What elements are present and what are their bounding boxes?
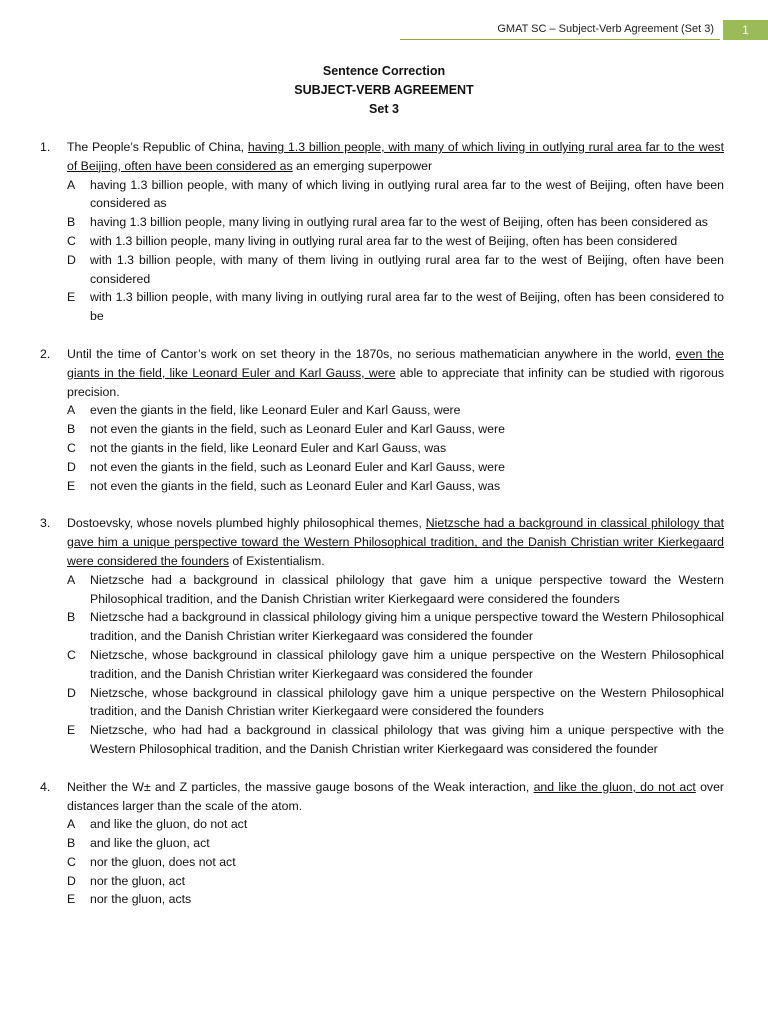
question-text-post: over distances larger than the scale of the atom. xyxy=(67,779,724,813)
option-text: having 1.3 billion people, many living in outlying rural area far to the west of Beijing, often has been considered as xyxy=(90,215,708,230)
option-letter: B xyxy=(67,422,76,437)
option-text: nor the gluon, act xyxy=(90,873,186,888)
option-text: and like the gluon, act xyxy=(90,836,210,851)
question-text xyxy=(67,345,724,401)
document-title xyxy=(0,62,768,119)
answer-option xyxy=(40,288,724,326)
option-text: not even the giants in the field, such as Leonard Euler and Karl Gauss, were xyxy=(90,459,505,474)
answer-option xyxy=(40,815,724,834)
question-number: 4. xyxy=(40,779,51,794)
question-stem xyxy=(40,138,724,176)
answer-option xyxy=(40,890,724,909)
answer-option xyxy=(40,232,724,251)
question-text xyxy=(67,778,724,816)
question-stem xyxy=(40,345,724,401)
answer-option xyxy=(40,401,724,420)
option-text: not the giants in the field, like Leonard Euler and Karl Gauss, was xyxy=(90,440,447,455)
option-text: and like the gluon, do not act xyxy=(90,817,248,832)
answer-option xyxy=(40,608,724,646)
option-text: Nietzsche had a background in classical philology giving him a unique perspective toward the Western Philosophical tradition, and the Danish Christian writer Kierkegaard was considered the founder xyxy=(90,610,724,644)
answer-option xyxy=(40,684,724,722)
question-item xyxy=(40,138,724,326)
answer-option xyxy=(40,872,724,891)
question-text-pre: Dostoevsky, whose novels plumbed highly philosophical themes, xyxy=(67,516,426,531)
option-letter: C xyxy=(67,233,76,248)
question-text xyxy=(67,138,724,176)
question-list xyxy=(40,138,724,909)
option-text: even the giants in the field, like Leonard Euler and Karl Gauss, were xyxy=(90,403,461,418)
title-line-1: Sentence Correction xyxy=(322,64,446,78)
option-letter: A xyxy=(67,177,76,192)
option-text: having 1.3 billion people, with many of which living in outlying rural area far to the west of Beijing, often have been considered as xyxy=(90,177,724,211)
answer-option xyxy=(40,834,724,853)
question-text xyxy=(67,514,724,570)
answer-option xyxy=(40,571,724,609)
option-letter: A xyxy=(67,403,76,418)
question-text-post: of Existentialism. xyxy=(229,553,325,568)
question-text-post: able to appreciate that infinity can be studied with rigorous precision. xyxy=(67,365,724,399)
question-text-pre: Until the time of Cantor’s work on set theory in the 1870s, no serious mathematician anywhere in the world, xyxy=(67,346,676,361)
option-text: not even the giants in the field, such as Leonard Euler and Karl Gauss, was xyxy=(90,478,501,493)
option-letter: C xyxy=(67,440,76,455)
option-text: nor the gluon, does not act xyxy=(90,854,236,869)
option-text: Nietzsche, whose background in classical philology gave him a unique perspective on the Western Philosophical tradition, and the Danish Christian writer Kierkegaard was considered the founder xyxy=(90,647,724,681)
page-header xyxy=(0,20,768,40)
answer-option xyxy=(40,721,724,759)
answer-option xyxy=(40,439,724,458)
option-letter: C xyxy=(67,854,76,869)
question-text-pre: Neither the W± and Z particles, the massive gauge bosons of the Weak interaction, xyxy=(67,779,534,794)
option-letter: E xyxy=(67,723,76,738)
question-stem xyxy=(40,778,724,816)
answer-option xyxy=(40,458,724,477)
option-letter: B xyxy=(67,215,76,230)
question-item xyxy=(40,778,724,910)
answer-option xyxy=(40,420,724,439)
question-underlined-portion: even the giants in the field, like Leonard Euler and Karl Gauss, were xyxy=(67,346,724,380)
option-letter: D xyxy=(67,459,76,474)
option-text: Nietzsche had a background in classical philology that gave him a unique perspective toward the Western Philosophical tradition, and the Danish Christian writer Kierkegaard were considered the founders xyxy=(90,572,724,606)
question-number: 1. xyxy=(40,140,51,154)
option-text: with 1.3 billion people, with many living in outlying rural area far to the west of Beijing, often has been considered to be xyxy=(90,290,724,324)
option-text: nor the gluon, acts xyxy=(90,892,192,907)
option-letter: D xyxy=(67,873,76,888)
title-line-3: Set 3 xyxy=(369,102,399,116)
option-letter: E xyxy=(67,478,76,493)
option-text: Nietzsche, whose background in classical philology gave him a unique perspective on the Western Philosophical tradition, and the Danish Christian writer Kierkegaard were considered the founders xyxy=(90,685,724,719)
title-line-2: SUBJECT-VERB AGREEMENT xyxy=(294,83,474,97)
question-item xyxy=(40,345,724,495)
answer-option xyxy=(40,176,724,214)
question-underlined-portion: and like the gluon, do not act xyxy=(533,779,696,794)
option-letter: D xyxy=(67,252,76,267)
question-spacer xyxy=(40,759,724,778)
answer-option xyxy=(40,646,724,684)
question-number: 2. xyxy=(40,346,51,361)
option-text: with 1.3 billion people, with many of them living in outlying rural area far to the west of Beijing, often have been considered xyxy=(90,252,724,286)
answer-option xyxy=(40,477,724,496)
header-rule xyxy=(400,39,720,40)
option-text: not even the giants in the field, such as Leonard Euler and Karl Gauss, were xyxy=(90,422,505,437)
question-number: 3. xyxy=(40,516,51,531)
option-letter: E xyxy=(67,892,76,907)
option-text: with 1.3 billion people, many living in outlying rural area far to the west of Beijing, often has been considered xyxy=(90,233,678,248)
question-underlined-portion: having 1.3 billion people, with many of which living in outlying rural area far to the west of Beijing, often have been considered as xyxy=(67,140,724,173)
option-letter: A xyxy=(67,817,76,832)
option-letter: B xyxy=(67,836,76,851)
answer-option xyxy=(40,251,724,289)
question-spacer xyxy=(40,326,724,345)
option-letter: B xyxy=(67,610,76,625)
question-text-post: an emerging superpower xyxy=(292,158,433,173)
question-item xyxy=(40,514,724,758)
header-title: GMAT SC – Subject-Verb Agreement (Set 3) xyxy=(497,23,714,35)
option-letter: E xyxy=(67,290,76,305)
page-number-badge: 1 xyxy=(723,20,768,40)
question-spacer xyxy=(40,495,724,514)
option-letter: C xyxy=(67,647,76,662)
option-text: Nietzsche, who had had a background in classical philology that was giving him a unique perspective with the Western Philosophical tradition, and the Danish Christian writer Kierkegaard was considered the founder xyxy=(90,723,724,756)
answer-option xyxy=(40,853,724,872)
question-underlined-portion: Nietzsche had a background in classical philology that gave him a unique perspective toward the Western Philosophical tradition, and the Danish Christian writer Kierkegaard were considered the founders xyxy=(67,516,724,568)
question-stem xyxy=(40,514,724,570)
answer-option xyxy=(40,213,724,232)
option-letter: A xyxy=(67,572,76,587)
question-text-pre: The People’s Republic of China, xyxy=(67,140,248,154)
option-letter: D xyxy=(67,685,76,700)
